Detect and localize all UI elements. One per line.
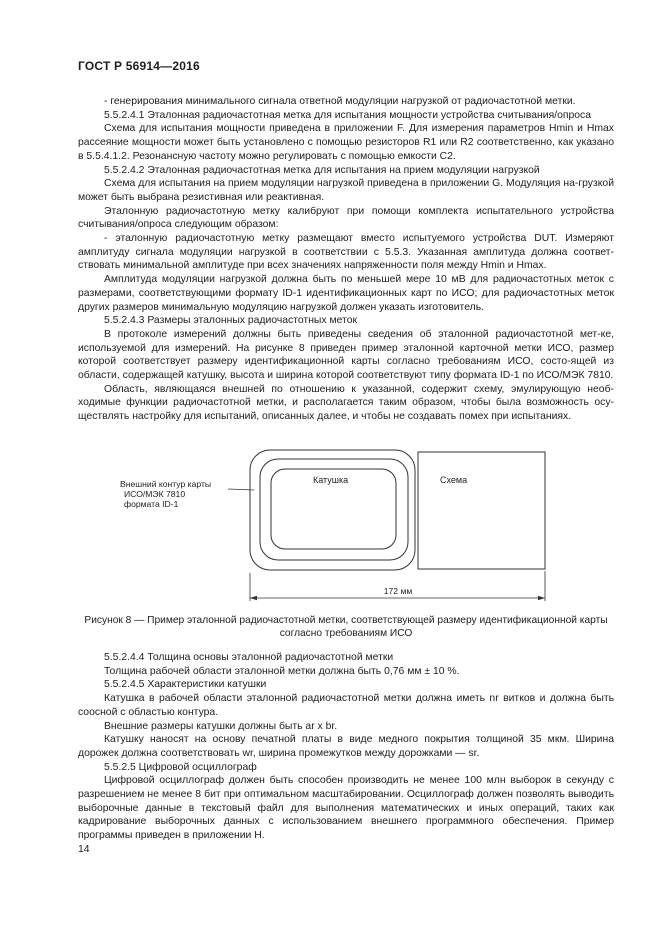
paragraph: 5.5.2.4.4 Толщина основы эталонной радиочастотной метки xyxy=(104,652,394,663)
paragraph: Цифровой осциллограф должен быть способен производить не менее 100 млн выборок в секунду с разрешением не менее 8 бит при оптимальном масштабировании. Осциллограф должен позволять выводить выборочные данные в текстовый файл для выполнения математических и иных операций, таких как кадрирование выборочных данных с использованием внешнего программного обеспечения. Пример программы приведен в приложении H. xyxy=(78,775,614,842)
dimension-label: 172 мм xyxy=(383,586,413,596)
page-number: 14 xyxy=(78,844,90,855)
paragraph: Амплитуда модуляции нагрузкой должна быть по меньшей мере 10 мВ для радиочастотных меток с размерами, соответствующими формату ID-1 идентификационных карт по ИСО; для радиочастотных меток других размеров минимальную модуляцию нагрузкой должен указать изготовитель. xyxy=(78,274,614,313)
dimension-arrow-right xyxy=(538,596,545,600)
paragraph: Катушка в рабочей области эталонной радиочастотной метки должна иметь nr витков и должна быть соосной с областью контура. xyxy=(78,693,614,718)
outline-label-line2: ИСО/МЭК 7810 xyxy=(124,489,186,499)
card-outer-outline xyxy=(250,450,415,570)
text-block-lower xyxy=(78,651,614,843)
paragraph: Внешние размеры катушки должны быть ar x br. xyxy=(104,720,338,732)
paragraph: 5.5.2.4.3 Размеры эталонных радиочастотных меток xyxy=(104,315,358,327)
paragraph: - генерирования минимального сигнала ответной модуляции нагрузкой от радиочастотной метки. xyxy=(104,96,576,107)
text-block-upper xyxy=(78,95,614,424)
figure-caption xyxy=(78,614,614,640)
caption-line1: Рисунок 8 — Пример эталонной радиочастотной метки, соответствующей размеру идентификационной карты xyxy=(84,615,608,626)
paragraph: 5.5.2.4.5 Характеристики катушки xyxy=(104,679,267,691)
document-header: ГОСТ Р 56914—2016 xyxy=(78,59,200,73)
outline-label-line3: формата ID-1 xyxy=(124,499,179,509)
paragraph: - эталонную радиочастотную метку размещают вместо испытуемого устройства DUT. Измеряют амплитуду сигнала модуляции нагрузкой в соответствии с 5.5.3. Указанная амплитуда должна соответ-ствовать минимальной амплитуде при всех значениях напряженности поля между Hmin и Hmax. xyxy=(78,233,614,272)
paragraph: Эталонную радиочастотную метку калибруют при помощи комплекта испытательного устройства считывания/опроса следующим образом: xyxy=(78,205,614,231)
paragraph: Схема для испытания мощности приведена в приложении F. Для измерения параметров Hmin и Hmax рассеяние мощности может быть установлено с помощью резисторов R1 или R2 соответственно, как указано в 5.5.4.1.2. Резонансную частоту можно регулировать с помощью емкости C2. xyxy=(78,123,614,162)
coil-label: Катушка xyxy=(313,475,349,485)
circuit-label: Схема xyxy=(440,475,468,485)
outline-label-line1: Внешний контур карты xyxy=(120,479,212,489)
paragraph: 5.5.2.4.1 Эталонная радиочастотная метка для испытания мощности устройства считывания/опроса xyxy=(104,109,592,121)
paragraph: Толщина рабочей области эталонной метки должна быть 0,76 мм ± 10 %. xyxy=(104,665,460,677)
paragraph: Область, являющаяся внешней по отношению к указанной, содержит схему, эмулирующую необ-ходимые функции радиочастотной метки, и располагается таким образом, чтобы была возможность осу-ществлять настройку для испытаний, описанных далее, и чтобы не создавать помех при испытаниях. xyxy=(78,383,614,423)
paragraph: 5.5.2.4.2 Эталонная радиочастотная метка для испытания на прием модуляции нагрузкой xyxy=(104,164,540,176)
circuit-area xyxy=(418,452,545,569)
paragraph: В протоколе измерений должны быть приведены сведения об эталонной радиочастотной мет-ке, используемой для измерений. На рисунке 8 приведен пример эталонной карточной метки ИСО, размер которой соответствует размеру идентификационной карты согласно требованиям ИСО, состо-ящей из области, содержащей катушку, высота и ширина которой соответствуют типу формата ID-1 по ИСО/МЭК 7810. xyxy=(78,328,614,382)
paragraph: Катушку наносят на основу печатной платы в виде медного покрытия толщиной 35 мкм. Ширина дорожек должна соответствовать wr, ширина промежутков между дорожками — sr. xyxy=(78,734,614,759)
paragraph: 5.5.2.5 Цифровой осциллограф xyxy=(104,761,257,773)
dimension-arrow-left xyxy=(250,596,257,600)
caption-line2: согласно требованиям ИСО xyxy=(279,628,413,640)
paragraph: Схема для испытания на прием модуляции нагрузкой приведена в приложении G. Модуляция на-грузкой может быть выбрана резистивная или реактивная. xyxy=(78,178,614,203)
